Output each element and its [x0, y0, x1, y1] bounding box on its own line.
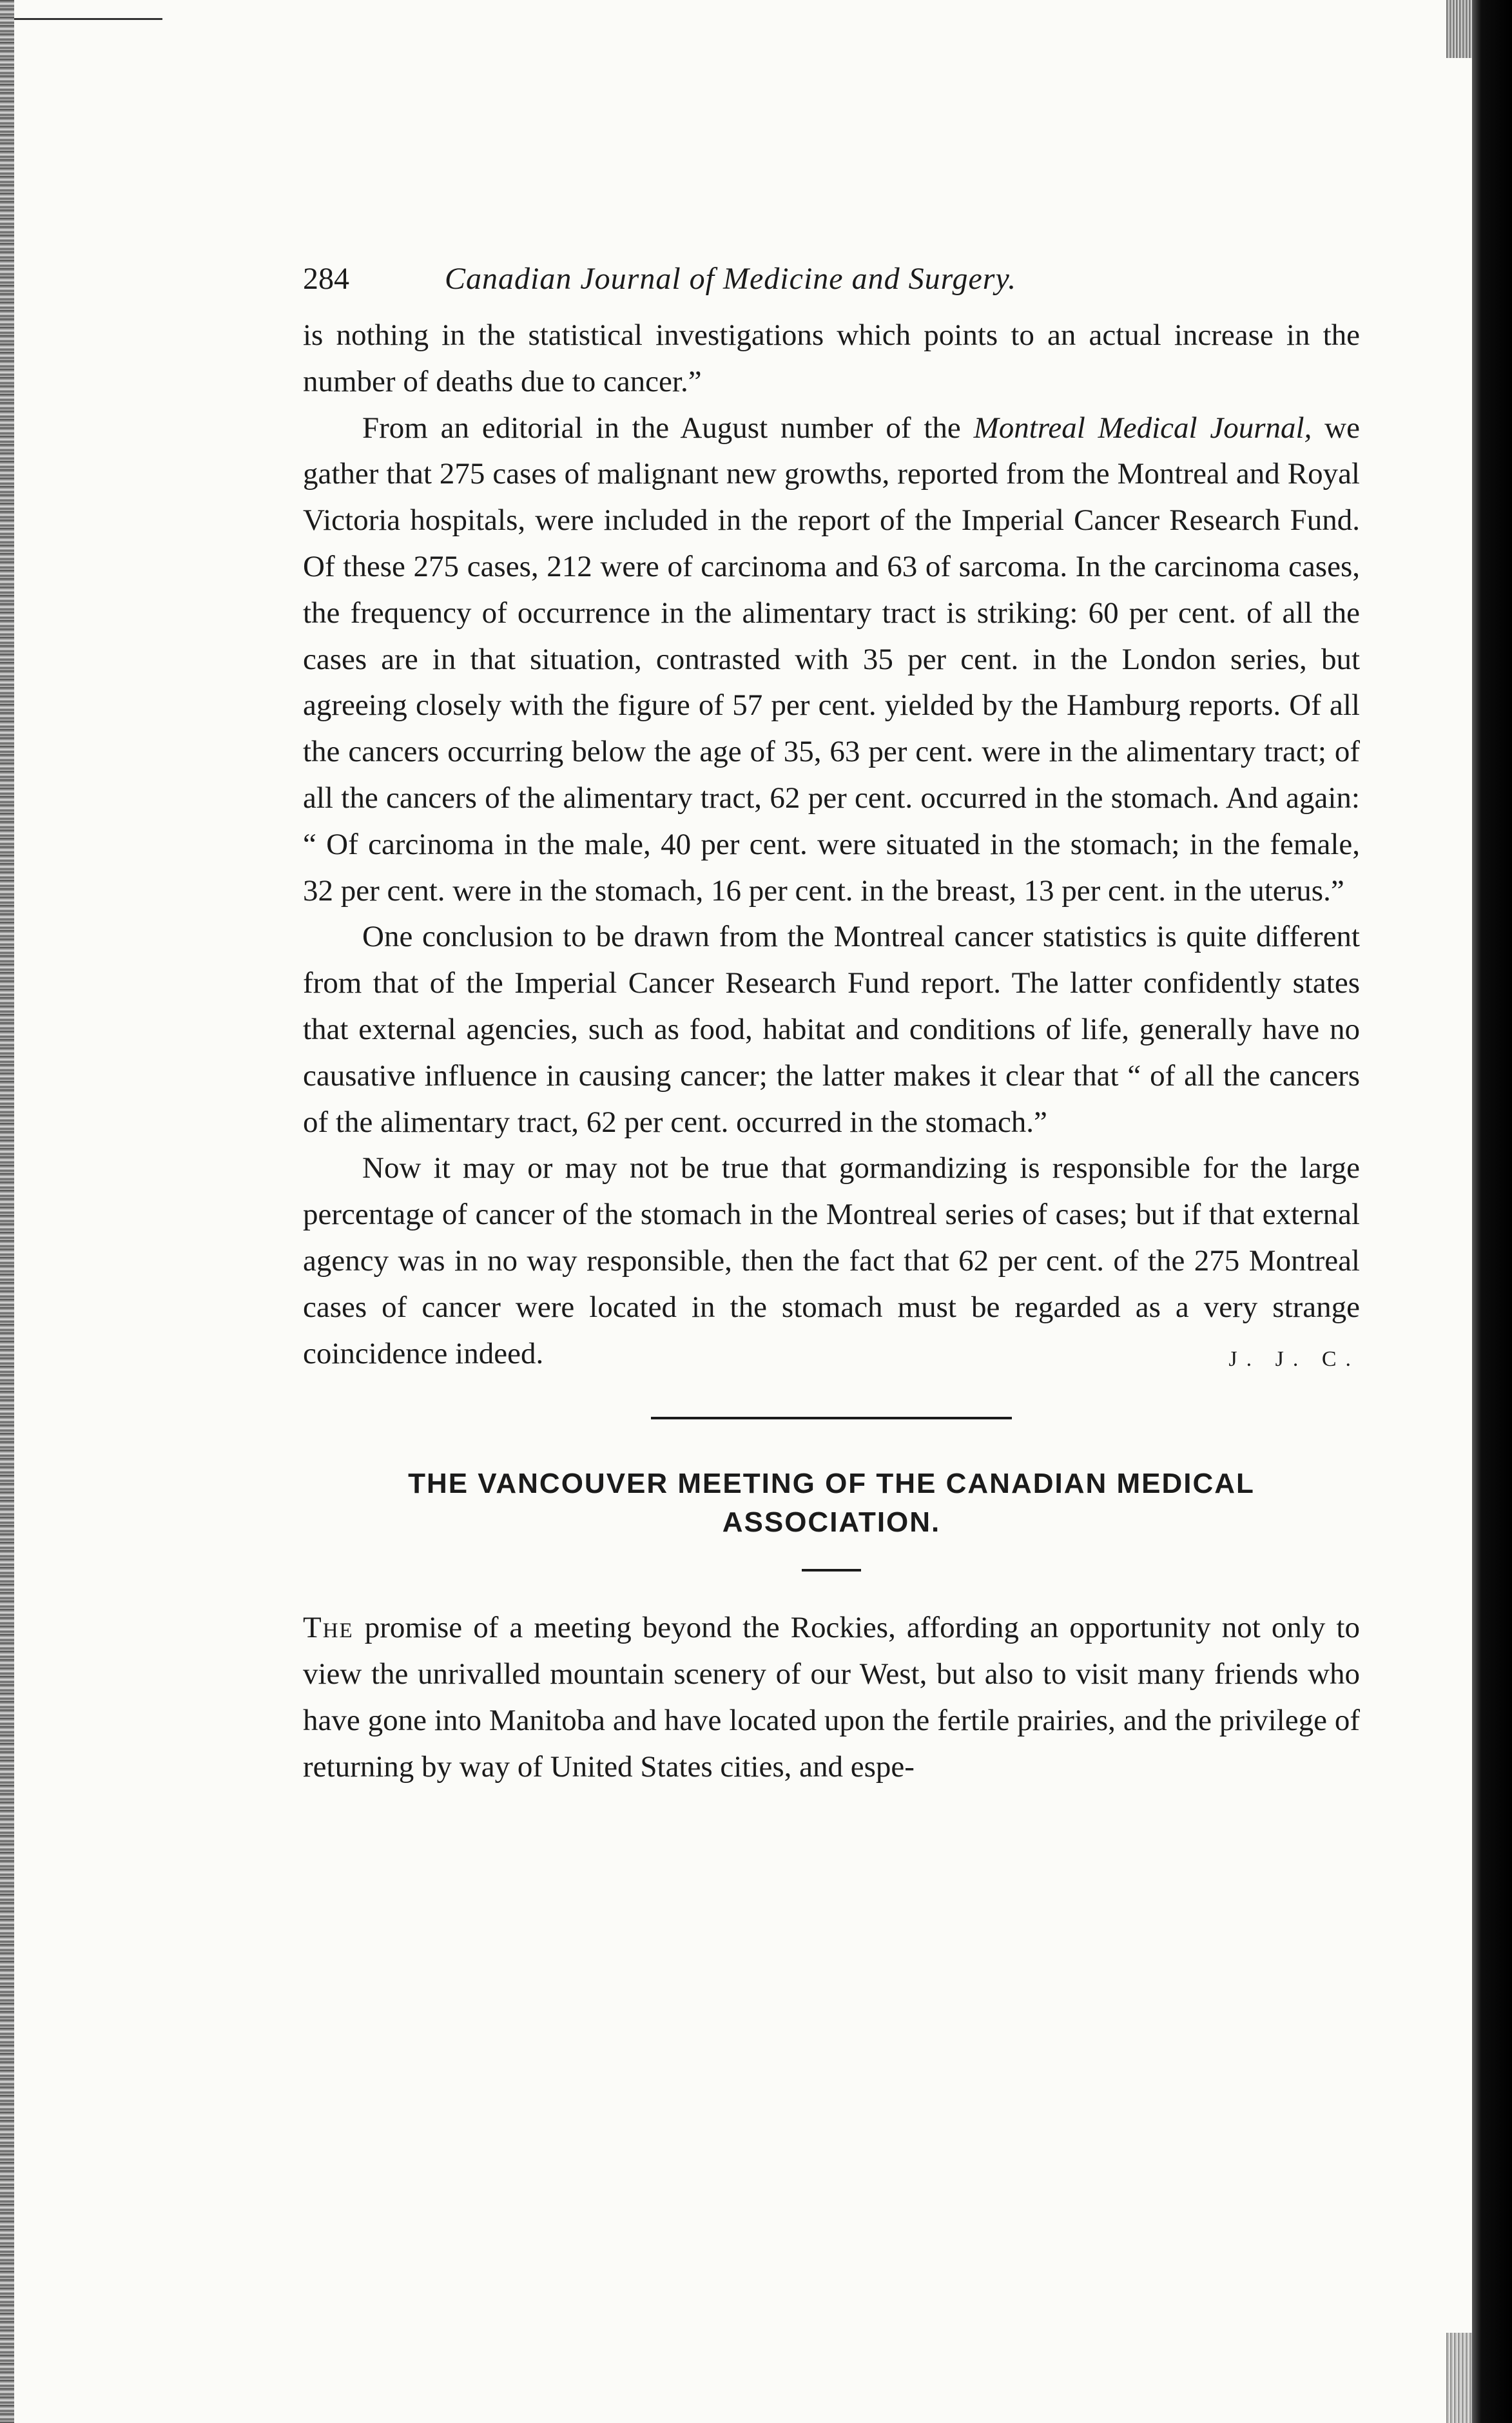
paragraph-text: we gather that 275 cases of malignant new growths, reported from the Montreal and Royal Victoria hospitals, were included in the report of the Imperial Cancer Research Fund. Of these 275 cases, 212 were of carcinoma and 63 of sarcoma. In the carcinoma cases, the frequency of occurrence in the alimentary tract is striking: 60 per cent. of all the cases are in that situation, contrasted with 35 per cent. in the London series, but agreeing closely with the figure of 57 per cent. yielded by the Hamburg reports. Of all the cancers occurring below the age of 35, 63 per cent. were in the alimentary tract; of all the cancers of the alimentary tract, 62 per cent. occurred in the stomach. And again: “ Of carcinoma in the male, 40 per cent. were situated in the stomach; in the female, 32 per cent. were in the stomach, 16 per cent. in the breast, 13 per cent. in the uterus.” — [303, 411, 1360, 908]
paragraph-text: From an editorial in the August number of the — [362, 411, 974, 445]
page-number: 284 — [303, 262, 349, 296]
scan-top-left-line — [14, 18, 162, 20]
scan-left-edge — [0, 0, 14, 2423]
paragraph-vancouver — [303, 1605, 1360, 1790]
page-content — [303, 261, 1360, 1791]
paragraph-text: Now it may or may not be true that gormandizing is responsible for the large percentage of cancer of the stomach in the Montreal series of cases; but if that external agency was in no way responsible, then the fact that 62 per cent. of the 275 Montreal cases of cancer were located in the stomach must be regarded as a very strange coincidence indeed. — [303, 1151, 1360, 1370]
paragraph-continuation: is nothing in the statistical investigations which points to an actual increase in the number of deaths due to cancer.” — [303, 318, 1360, 398]
paragraph-montreal-editorial — [303, 405, 1360, 915]
section-divider — [651, 1417, 1012, 1419]
scan-right-bottom-noise — [1446, 2333, 1472, 2423]
lead-word: The — [303, 1611, 354, 1645]
paragraph-gormandizing — [303, 1145, 1360, 1377]
paragraph-text: promise of a meeting beyond the Rockies, affording an opportunity not only to view the unrivalled mountain scenery of our West, but also to visit many friends who have gone into Manitoba and have located upon the fertile prairies, and the privilege of returning by way of United States cities, and espe- — [303, 1611, 1360, 1784]
running-head — [303, 261, 1360, 313]
article-vancouver-meeting — [303, 1605, 1360, 1790]
author-initials: J. J. C. — [1228, 1347, 1360, 1371]
article-cancer-statistics — [303, 313, 1360, 1377]
journal-title: Canadian Journal of Medicine and Surgery. — [445, 262, 1017, 296]
paragraph-conclusion: One conclusion to be drawn from the Montreal cancer statistics is quite different from that of the Imperial Cancer Research Fund report. The latter confidently states that external agencies, such as food, habitat and conditions of life, generally have no causative influence in causing cancer; the latter makes it clear that “ of all the cancers of the alimentary tract, 62 per cent. occurred in the stomach.” — [303, 920, 1360, 1139]
scan-right-top-noise — [1446, 0, 1472, 58]
journal-name: Montreal Medical Journal, — [973, 411, 1312, 445]
scan-right-edge — [1472, 0, 1512, 2423]
heading-rule — [802, 1569, 861, 1572]
section-heading: THE VANCOUVER MEETING OF THE CANADIAN MEDICAL ASSOCIATION. — [408, 1468, 1255, 1539]
